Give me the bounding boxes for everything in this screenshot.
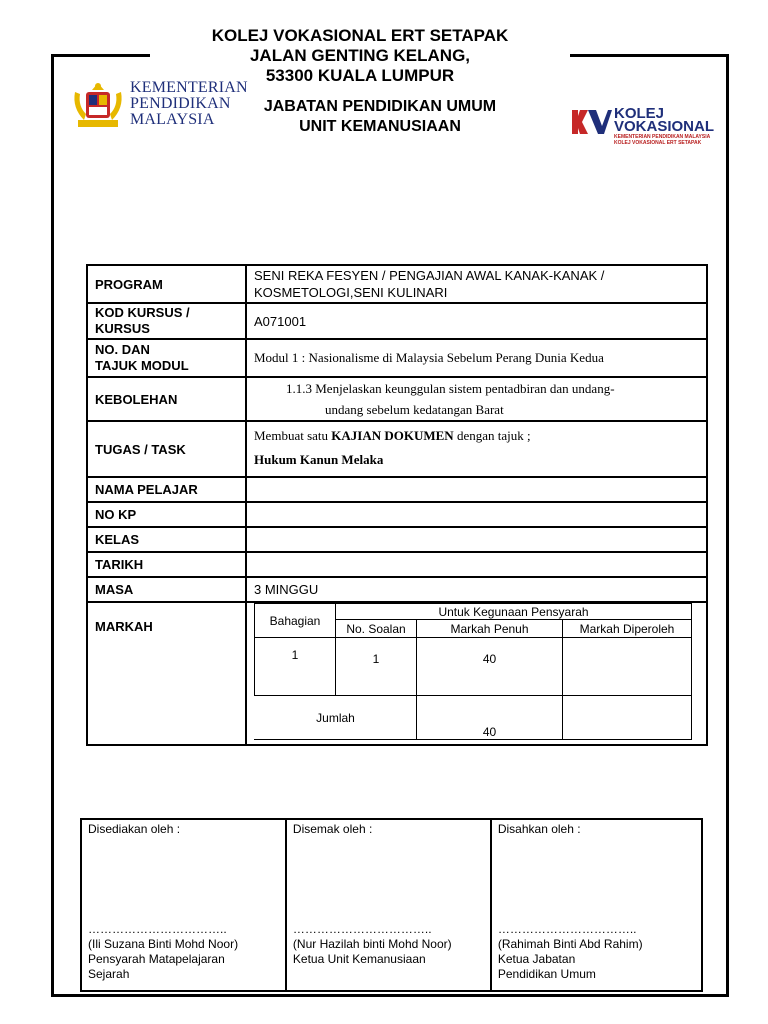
kv-logo-line2: VOKASIONAL xyxy=(614,118,715,135)
tugas-title: Hukum Kanun Melaka xyxy=(254,452,384,467)
markah-diperoleh-value[interactable] xyxy=(563,638,692,696)
jumlah-label: Jumlah xyxy=(255,696,417,740)
bahagian-header: Bahagian xyxy=(255,604,336,638)
prepared-by-role1: Pensyarah Matapelajaran xyxy=(88,952,225,966)
kv-logo-line1: KOLEJ xyxy=(614,105,665,122)
markah-penuh-value: 40 xyxy=(417,638,563,696)
modul-value: Modul 1 : Nasionalisme di Malaysia Sebelum Perang Dunia Kedua xyxy=(246,339,707,377)
modul-label xyxy=(87,339,246,377)
approved-by-role2: Pendidikan Umum xyxy=(497,967,596,981)
row-tarikh xyxy=(87,552,707,577)
college-name: KOLEJ VOKASIONAL ERT SETAPAK xyxy=(150,26,570,46)
nama-label: NAMA PELAJAR xyxy=(87,477,246,502)
kv-logo-sub1: KEMENTERIAN PENDIDIKAN MALAYSIA xyxy=(614,134,711,140)
kod-kursus-label xyxy=(87,303,246,339)
kebolehan-line1: 1.1.3 Menjelaskan keunggulan sistem pentadbiran dan undang- xyxy=(286,381,615,396)
signature-line: …………………………….. xyxy=(497,922,637,936)
modul-label-line2: TAJUK MODUL xyxy=(95,358,189,373)
no-soalan-header: No. Soalan xyxy=(336,620,417,638)
nama-field[interactable] xyxy=(246,477,707,502)
kpm-logo xyxy=(70,78,248,134)
prepared-by-cell[interactable] xyxy=(81,819,286,991)
approved-by-label: Disahkan oleh : xyxy=(497,822,581,836)
markah-diperoleh-header: Markah Diperoleh xyxy=(563,620,692,638)
tugas-value xyxy=(246,421,707,477)
jumlah-row xyxy=(255,696,692,740)
kpm-line2: PENDIDIKAN xyxy=(130,95,231,112)
kelas-field[interactable] xyxy=(246,527,707,552)
markah-penuh-header: Markah Penuh xyxy=(417,620,563,638)
lecturer-use-header: Untuk Kegunaan Pensyarah xyxy=(336,604,692,620)
checked-by-cell[interactable] xyxy=(286,819,491,991)
tugas-bold: KAJIAN DOKUMEN xyxy=(331,428,454,443)
kod-kursus-value: A071001 xyxy=(246,303,707,339)
row-kelas xyxy=(87,527,707,552)
kpm-line3: MALAYSIA xyxy=(130,111,215,128)
tugas-description xyxy=(254,424,699,448)
masa-label: MASA xyxy=(87,577,246,602)
prepared-by-block xyxy=(88,922,238,982)
tarikh-label: TARIKH xyxy=(87,552,246,577)
college-address-line1: JALAN GENTING KELANG, xyxy=(150,46,570,66)
college-address-line2: 53300 KUALA LUMPUR xyxy=(150,66,570,86)
program-value xyxy=(246,265,707,303)
checked-by-name: (Nur Hazilah binti Mohd Noor) xyxy=(292,937,452,951)
masa-value: 3 MINGGU xyxy=(246,577,707,602)
malaysia-crest-icon xyxy=(70,80,126,132)
modul-label-line1: NO. DAN xyxy=(95,342,150,357)
approved-by-cell[interactable] xyxy=(491,819,702,991)
prepared-by-label: Disediakan oleh : xyxy=(88,822,181,836)
markah-table xyxy=(254,603,692,740)
kebolehan-line2: undang sebelum kedatangan Barat xyxy=(325,402,504,417)
signature-line: …………………………….. xyxy=(292,922,432,936)
kv-logo-sub2: KOLEJ VOKASIONAL ERT SETAPAK xyxy=(614,140,702,146)
kod-label-line2: KURSUS xyxy=(95,321,150,336)
bahagian-value: 1 xyxy=(255,638,336,696)
nokp-field[interactable] xyxy=(246,502,707,527)
markah-header-row1 xyxy=(255,604,692,620)
assignment-info-table xyxy=(86,264,708,746)
row-modul xyxy=(87,339,707,377)
tugas-label: TUGAS / TASK xyxy=(87,421,246,477)
checked-by-role1: Ketua Unit Kemanusiaan xyxy=(292,952,426,966)
tarikh-field[interactable] xyxy=(246,552,707,577)
row-tugas xyxy=(87,421,707,477)
kebolehan-label: KEBOLEHAN xyxy=(87,377,246,421)
signature-row xyxy=(81,819,702,991)
tugas-suffix: dengan tajuk ; xyxy=(453,428,531,443)
kpm-line1: KEMENTERIAN xyxy=(130,79,248,96)
signature-table xyxy=(80,818,703,992)
checked-by-label: Disemak oleh : xyxy=(292,822,373,836)
program-label: PROGRAM xyxy=(87,265,246,303)
kebolehan-value xyxy=(246,377,707,421)
tugas-prefix: Membuat satu xyxy=(254,428,332,443)
department-name: JABATAN PENDIDIKAN UMUM xyxy=(263,98,497,115)
program-value-line2: KOSMETOLOGI,SENI KULINARI xyxy=(254,285,448,300)
row-program xyxy=(87,265,707,303)
jumlah-value: 40 xyxy=(417,696,563,740)
kolej-vokasional-logo xyxy=(570,106,715,150)
markah-label: MARKAH xyxy=(87,602,246,745)
markah-data-row xyxy=(255,638,692,696)
prepared-by-name: (Ili Suzana Binti Mohd Noor) xyxy=(88,937,239,951)
approved-by-role1: Ketua Jabatan xyxy=(497,952,576,966)
approved-by-block xyxy=(498,922,643,982)
row-kebolehan xyxy=(87,377,707,421)
row-markah xyxy=(87,602,707,745)
row-masa xyxy=(87,577,707,602)
row-nokp xyxy=(87,502,707,527)
markah-cell xyxy=(246,602,707,745)
kv-emblem-icon xyxy=(570,108,612,136)
checked-by-block xyxy=(293,922,452,967)
no-soalan-value: 1 xyxy=(336,638,417,696)
signature-line: …………………………….. xyxy=(88,922,227,936)
program-value-line1: SENI REKA FESYEN / PENGAJIAN AWAL KANAK-KANAK / xyxy=(254,268,605,283)
kpm-logo-text xyxy=(130,80,248,128)
kod-label-line1: KOD KURSUS / xyxy=(95,305,190,320)
kelas-label: KELAS xyxy=(87,527,246,552)
unit-name: UNIT KEMANUSIAAN xyxy=(299,118,461,135)
row-nama xyxy=(87,477,707,502)
row-kod-kursus xyxy=(87,303,707,339)
approved-by-name: (Rahimah Binti Abd Rahim) xyxy=(497,937,643,951)
jumlah-diperoleh[interactable] xyxy=(563,696,692,740)
nokp-label: NO KP xyxy=(87,502,246,527)
prepared-by-role2: Sejarah xyxy=(88,967,130,981)
